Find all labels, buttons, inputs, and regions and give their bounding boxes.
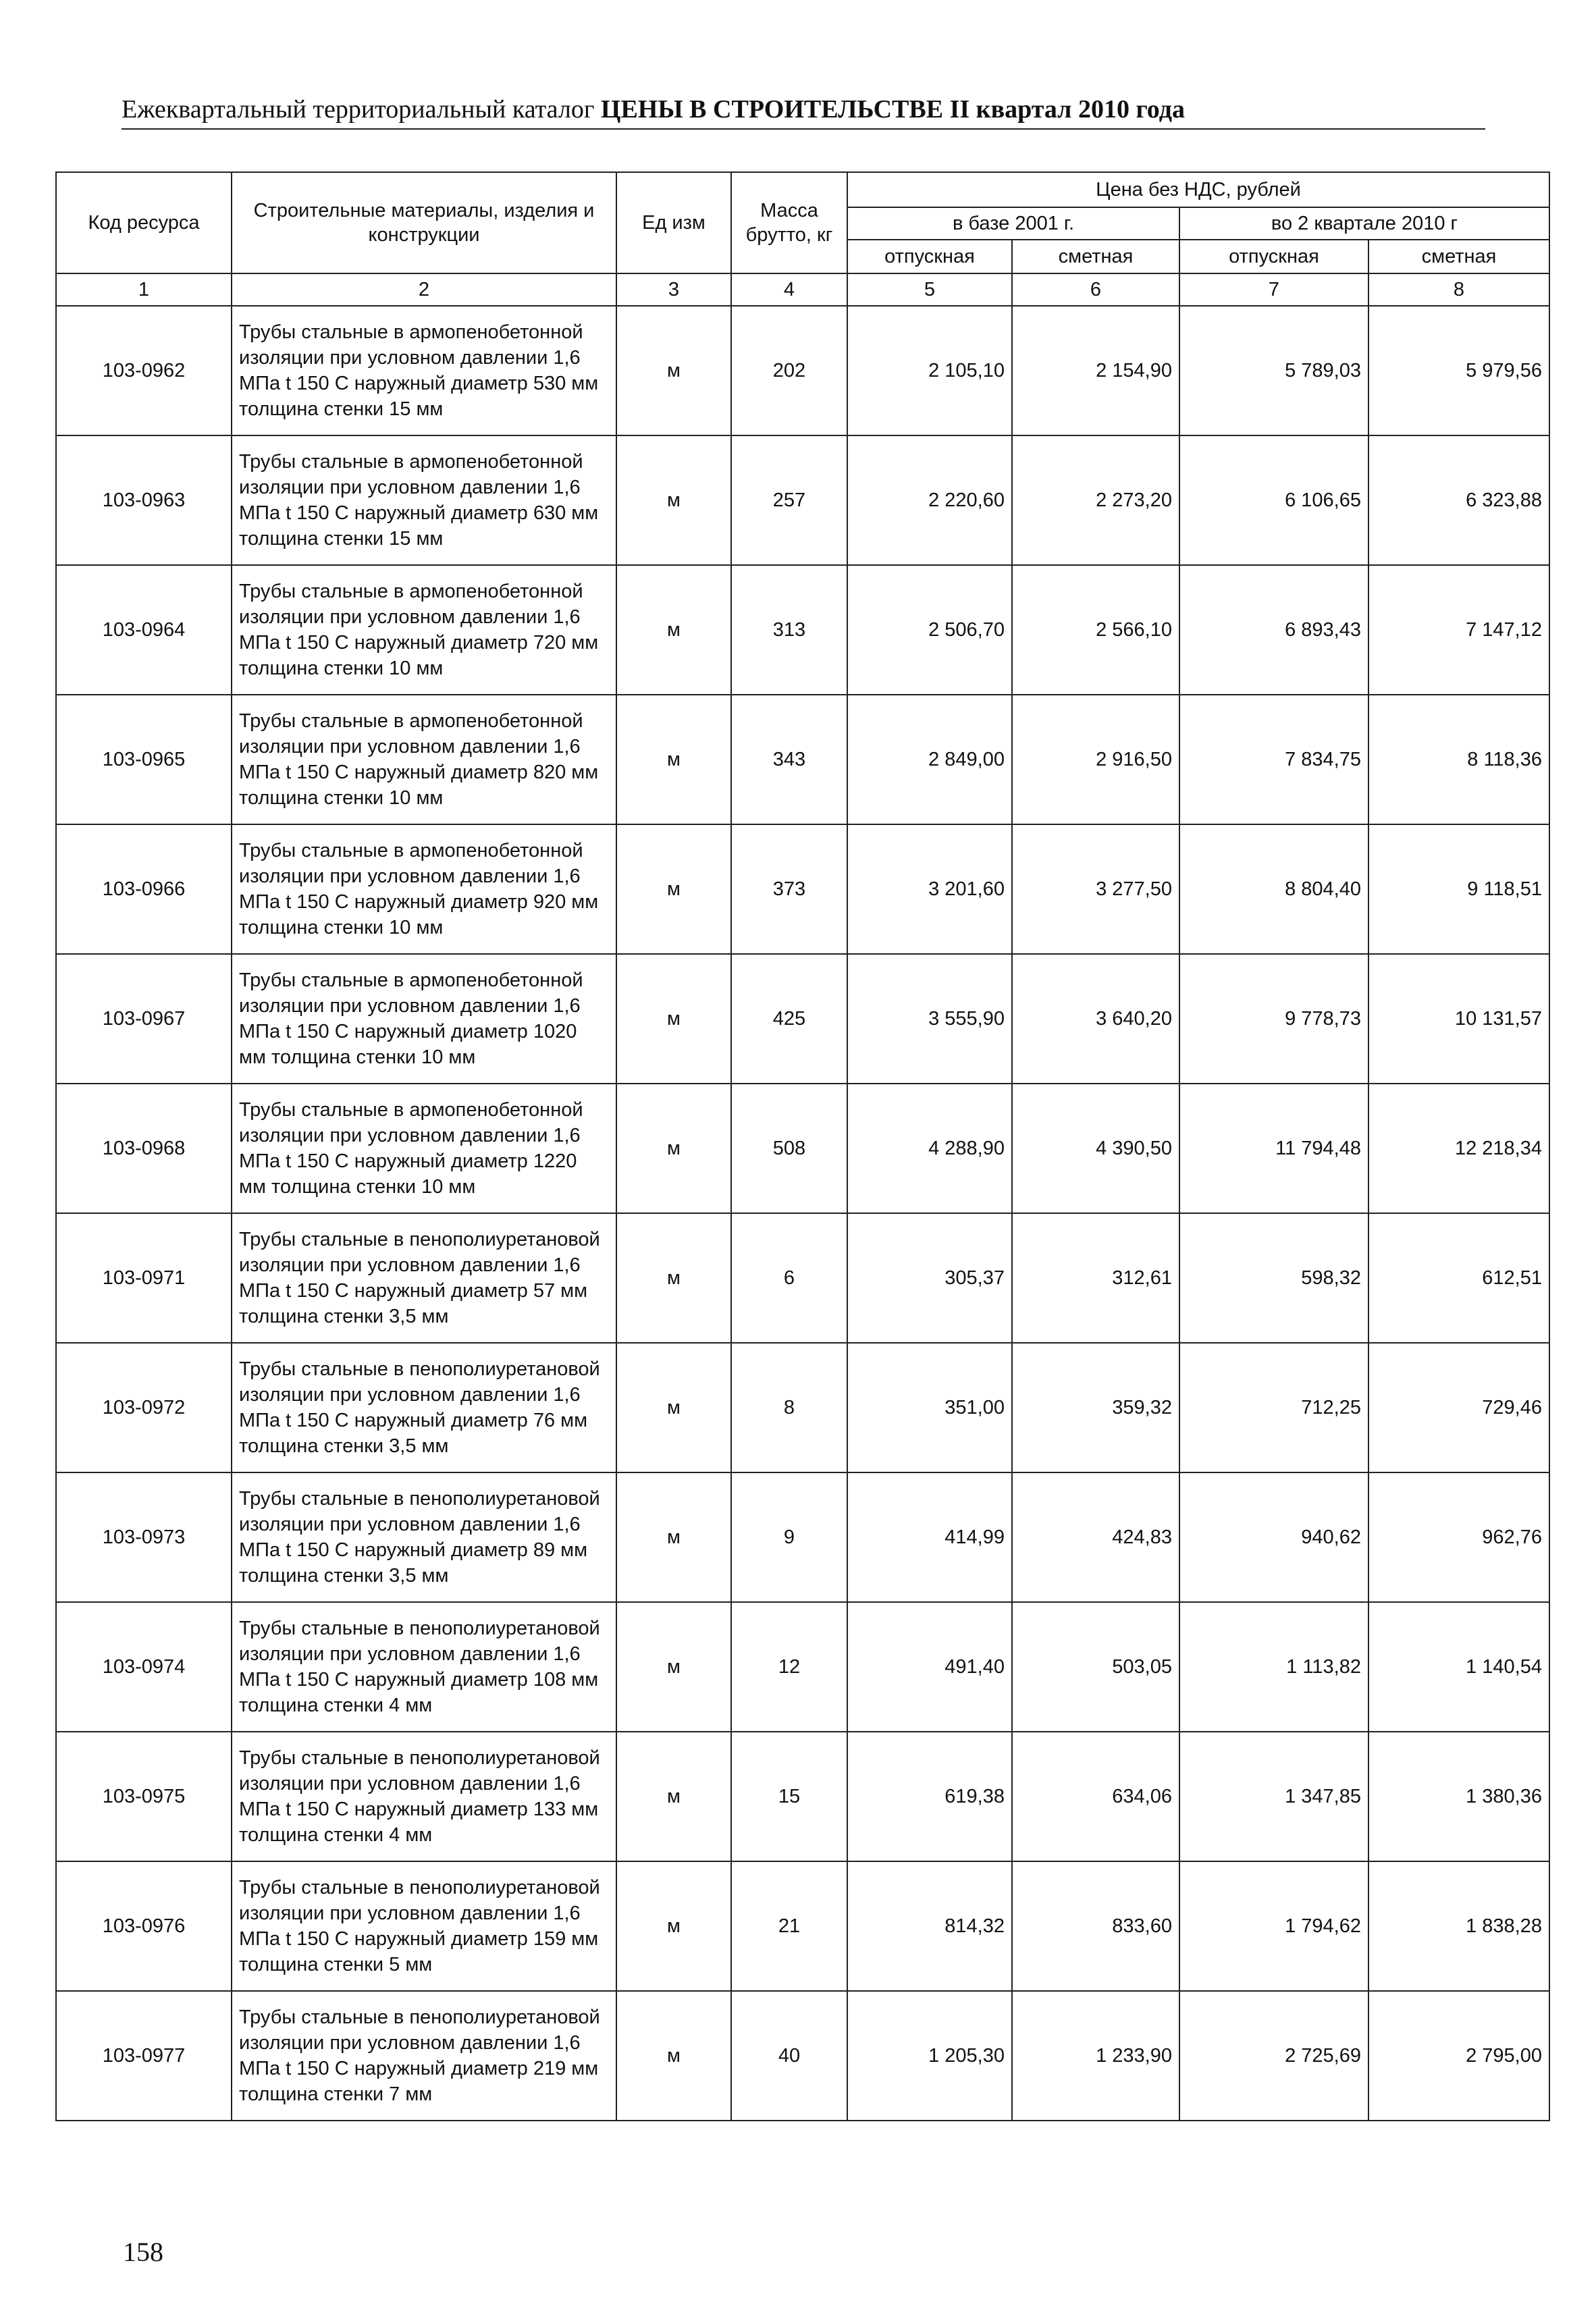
resource-code: 103-0967: [56, 954, 232, 1084]
price-current-sale: 940,62: [1179, 1472, 1368, 1602]
price-base-sale: 414,99: [847, 1472, 1012, 1602]
price-base-estimate: 833,60: [1012, 1861, 1179, 1991]
material-name: Трубы стальные в армопенобетонной изоляции при условном давлении 1,6 МПа t 150 С наружный диаметр 820 мм толщина стенки 10 мм: [232, 695, 616, 824]
unit: м: [616, 565, 731, 695]
price-base-estimate: 3 277,50: [1012, 824, 1179, 954]
table-row: [56, 1084, 1549, 1213]
price-base-estimate: 503,05: [1012, 1602, 1179, 1732]
resource-code: 103-0962: [56, 306, 232, 435]
resource-code: 103-0966: [56, 824, 232, 954]
unit: м: [616, 1084, 731, 1213]
header-base-estimate: сметная: [1012, 240, 1179, 273]
price-base-estimate: 2 916,50: [1012, 695, 1179, 824]
table-row: [56, 1991, 1549, 2121]
resource-code: 103-0963: [56, 435, 232, 565]
table-row: [56, 1602, 1549, 1732]
column-number: 4: [731, 273, 847, 306]
price-current-sale: 6 893,43: [1179, 565, 1368, 695]
resource-code: 103-0971: [56, 1213, 232, 1343]
price-base-sale: 814,32: [847, 1861, 1012, 1991]
column-number: 3: [616, 273, 731, 306]
price-base-estimate: 2 154,90: [1012, 306, 1179, 435]
price-base-estimate: 634,06: [1012, 1732, 1179, 1861]
gross-mass: 202: [731, 306, 847, 435]
header-unit: Ед изм: [616, 172, 731, 273]
gross-mass: 257: [731, 435, 847, 565]
header-base-sale: отпускная: [847, 240, 1012, 273]
gross-mass: 12: [731, 1602, 847, 1732]
gross-mass: 508: [731, 1084, 847, 1213]
unit: м: [616, 1732, 731, 1861]
price-current-estimate: 6 323,88: [1368, 435, 1549, 565]
unit: м: [616, 1213, 731, 1343]
column-number: 2: [232, 273, 616, 306]
table-row: [56, 565, 1549, 695]
price-current-sale: 598,32: [1179, 1213, 1368, 1343]
material-name: Трубы стальные в пенополиуретановой изоляции при условном давлении 1,6 МПа t 150 С наружный диаметр 219 мм толщина стенки 7 мм: [232, 1991, 616, 2121]
table-row: [56, 824, 1549, 954]
price-base-estimate: 2 273,20: [1012, 435, 1179, 565]
header-price-group: Цена без НДС, рублей: [847, 172, 1549, 207]
unit: м: [616, 306, 731, 435]
resource-code: 103-0976: [56, 1861, 232, 1991]
gross-mass: 40: [731, 1991, 847, 2121]
material-name: Трубы стальные в пенополиуретановой изоляции при условном давлении 1,6 МПа t 150 С наружный диаметр 133 мм толщина стенки 4 мм: [232, 1732, 616, 1861]
price-current-estimate: 1 140,54: [1368, 1602, 1549, 1732]
price-current-estimate: 1 838,28: [1368, 1861, 1549, 1991]
price-base-sale: 2 220,60: [847, 435, 1012, 565]
column-number: 6: [1012, 273, 1179, 306]
table-row: [56, 1732, 1549, 1861]
table-row: [56, 1343, 1549, 1472]
table-row: [56, 435, 1549, 565]
catalog-title: ЦЕНЫ В СТРОИТЕЛЬСТВЕ: [600, 95, 944, 124]
gross-mass: 8: [731, 1343, 847, 1472]
price-current-estimate: 962,76: [1368, 1472, 1549, 1602]
unit: м: [616, 954, 731, 1084]
price-base-estimate: 3 640,20: [1012, 954, 1179, 1084]
gross-mass: 343: [731, 695, 847, 824]
table-row: [56, 306, 1549, 435]
price-base-sale: 351,00: [847, 1343, 1012, 1472]
table-body: [56, 306, 1549, 2121]
unit: м: [616, 1343, 731, 1472]
price-current-sale: 9 778,73: [1179, 954, 1368, 1084]
price-current-estimate: 1 380,36: [1368, 1732, 1549, 1861]
price-base-estimate: 424,83: [1012, 1472, 1179, 1602]
price-current-sale: 5 789,03: [1179, 306, 1368, 435]
catalog-prefix: Ежеквартальный территориальный каталог: [122, 95, 595, 124]
price-current-estimate: 7 147,12: [1368, 565, 1549, 695]
material-name: Трубы стальные в пенополиуретановой изоляции при условном давлении 1,6 МПа t 150 С наружный диаметр 89 мм толщина стенки 3,5 мм: [232, 1472, 616, 1602]
price-base-sale: 305,37: [847, 1213, 1012, 1343]
resource-code: 103-0973: [56, 1472, 232, 1602]
price-base-sale: 1 205,30: [847, 1991, 1012, 2121]
unit: м: [616, 1472, 731, 1602]
table-row: [56, 695, 1549, 824]
catalog-period: II квартал 2010 года: [949, 95, 1185, 124]
table-row: [56, 1472, 1549, 1602]
price-current-estimate: 5 979,56: [1368, 306, 1549, 435]
material-name: Трубы стальные в армопенобетонной изоляции при условном давлении 1,6 МПа t 150 С наружный диаметр 630 мм толщина стенки 15 мм: [232, 435, 616, 565]
material-name: Трубы стальные в армопенобетонной изоляции при условном давлении 1,6 МПа t 150 С наружный диаметр 720 мм толщина стенки 10 мм: [232, 565, 616, 695]
price-base-estimate: 359,32: [1012, 1343, 1179, 1472]
page-header: [122, 95, 1485, 130]
price-current-sale: 11 794,48: [1179, 1084, 1368, 1213]
price-current-sale: 7 834,75: [1179, 695, 1368, 824]
header-current-estimate: сметная: [1368, 240, 1549, 273]
column-number: 7: [1179, 273, 1368, 306]
price-current-sale: 1 347,85: [1179, 1732, 1368, 1861]
price-current-sale: 1 794,62: [1179, 1861, 1368, 1991]
unit: м: [616, 695, 731, 824]
material-name: Трубы стальные в пенополиуретановой изоляции при условном давлении 1,6 МПа t 150 С наружный диаметр 57 мм толщина стенки 3,5 мм: [232, 1213, 616, 1343]
price-current-estimate: 12 218,34: [1368, 1084, 1549, 1213]
gross-mass: 6: [731, 1213, 847, 1343]
resource-code: 103-0972: [56, 1343, 232, 1472]
resource-code: 103-0968: [56, 1084, 232, 1213]
gross-mass: 21: [731, 1861, 847, 1991]
price-current-sale: 712,25: [1179, 1343, 1368, 1472]
material-name: Трубы стальные в армопенобетонной изоляции при условном давлении 1,6 МПа t 150 С наружный диаметр 1220 мм толщина стенки 10 мм: [232, 1084, 616, 1213]
material-name: Трубы стальные в пенополиуретановой изоляции при условном давлении 1,6 МПа t 150 С наружный диаметр 159 мм толщина стенки 5 мм: [232, 1861, 616, 1991]
table-row: [56, 1213, 1549, 1343]
price-base-estimate: 1 233,90: [1012, 1991, 1179, 2121]
gross-mass: 425: [731, 954, 847, 1084]
price-current-sale: 6 106,65: [1179, 435, 1368, 565]
material-name: Трубы стальные в пенополиуретановой изоляции при условном давлении 1,6 МПа t 150 С наружный диаметр 76 мм толщина стенки 3,5 мм: [232, 1343, 616, 1472]
resource-code: 103-0964: [56, 565, 232, 695]
gross-mass: 9: [731, 1472, 847, 1602]
material-name: Трубы стальные в пенополиуретановой изоляции при условном давлении 1,6 МПа t 150 С наружный диаметр 108 мм толщина стенки 4 мм: [232, 1602, 616, 1732]
price-current-estimate: 10 131,57: [1368, 954, 1549, 1084]
header-current-sale: отпускная: [1179, 240, 1368, 273]
header-name: Строительные материалы, изделия и конструкции: [232, 172, 616, 273]
page-number: 158: [123, 2237, 163, 2267]
table-header: [56, 172, 1549, 306]
resource-code: 103-0965: [56, 695, 232, 824]
price-base-estimate: 2 566,10: [1012, 565, 1179, 695]
column-number: 1: [56, 273, 232, 306]
price-base-sale: 3 555,90: [847, 954, 1012, 1084]
price-current-sale: 2 725,69: [1179, 1991, 1368, 2121]
price-current-sale: 1 113,82: [1179, 1602, 1368, 1732]
header-mass: Масса брутто, кг: [731, 172, 847, 273]
material-name: Трубы стальные в армопенобетонной изоляции при условном давлении 1,6 МПа t 150 С наружный диаметр 530 мм толщина стенки 15 мм: [232, 306, 616, 435]
price-current-estimate: 2 795,00: [1368, 1991, 1549, 2121]
column-number: 8: [1368, 273, 1549, 306]
column-number-row: [56, 273, 1549, 306]
price-base-sale: 2 105,10: [847, 306, 1012, 435]
column-number: 5: [847, 273, 1012, 306]
resource-code: 103-0977: [56, 1991, 232, 2121]
price-base-sale: 2 849,00: [847, 695, 1012, 824]
price-table: [55, 171, 1550, 2121]
price-current-estimate: 729,46: [1368, 1343, 1549, 1472]
gross-mass: 15: [731, 1732, 847, 1861]
unit: м: [616, 824, 731, 954]
gross-mass: 373: [731, 824, 847, 954]
table-row: [56, 954, 1549, 1084]
unit: м: [616, 435, 731, 565]
table-row: [56, 1861, 1549, 1991]
unit: м: [616, 1861, 731, 1991]
price-base-estimate: 312,61: [1012, 1213, 1179, 1343]
price-current-sale: 8 804,40: [1179, 824, 1368, 954]
price-current-estimate: 612,51: [1368, 1213, 1549, 1343]
resource-code: 103-0975: [56, 1732, 232, 1861]
header-base-2001: в базе 2001 г.: [847, 207, 1179, 240]
price-base-sale: 619,38: [847, 1732, 1012, 1861]
price-current-estimate: 8 118,36: [1368, 695, 1549, 824]
header-code: Код ресурса: [56, 172, 232, 273]
price-base-sale: 4 288,90: [847, 1084, 1012, 1213]
resource-code: 103-0974: [56, 1602, 232, 1732]
gross-mass: 313: [731, 565, 847, 695]
unit: м: [616, 1991, 731, 2121]
price-base-sale: 2 506,70: [847, 565, 1012, 695]
unit: м: [616, 1602, 731, 1732]
material-name: Трубы стальные в армопенобетонной изоляции при условном давлении 1,6 МПа t 150 С наружный диаметр 1020 мм толщина стенки 10 мм: [232, 954, 616, 1084]
header-q2-2010: во 2 квартале 2010 г: [1179, 207, 1549, 240]
price-base-estimate: 4 390,50: [1012, 1084, 1179, 1213]
price-base-sale: 3 201,60: [847, 824, 1012, 954]
price-current-estimate: 9 118,51: [1368, 824, 1549, 954]
material-name: Трубы стальные в армопенобетонной изоляции при условном давлении 1,6 МПа t 150 С наружный диаметр 920 мм толщина стенки 10 мм: [232, 824, 616, 954]
price-base-sale: 491,40: [847, 1602, 1012, 1732]
